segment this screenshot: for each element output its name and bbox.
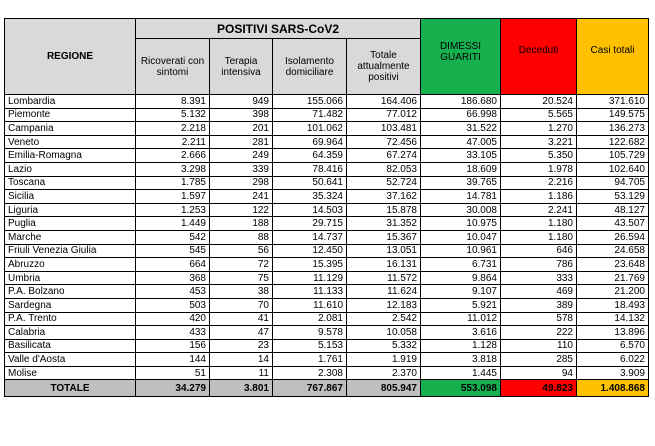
cell-totale-positivi: 11.624: [347, 285, 421, 299]
cell-dimessi: 30.008: [421, 203, 501, 217]
cell-terapia: 122: [210, 203, 273, 217]
cell-deceduti: 333: [501, 271, 577, 285]
cell-ricoverati: 3.298: [136, 162, 210, 176]
cell-dimessi: 66.998: [421, 108, 501, 122]
cell-isolamento: 71.482: [273, 108, 347, 122]
cell-terapia: 188: [210, 217, 273, 231]
total-dimessi: 553.098: [421, 380, 501, 397]
cell-dimessi: 10.047: [421, 230, 501, 244]
cell-region-name: Calabria: [5, 326, 136, 340]
cell-casi-totali: 53.129: [577, 190, 649, 204]
cell-deceduti: 646: [501, 244, 577, 258]
cell-deceduti: 222: [501, 326, 577, 340]
total-ricoverati: 34.279: [136, 380, 210, 397]
cell-dimessi: 1.128: [421, 339, 501, 353]
total-positivi: 805.947: [347, 380, 421, 397]
table-row: [5, 230, 649, 244]
cell-region-name: Marche: [5, 230, 136, 244]
cell-dimessi: 5.921: [421, 298, 501, 312]
cell-totale-positivi: 31.352: [347, 217, 421, 231]
column-header-region: REGIONE: [5, 19, 136, 95]
cell-isolamento: 5.153: [273, 339, 347, 353]
cell-casi-totali: 13.896: [577, 326, 649, 340]
cell-totale-positivi: 12.183: [347, 298, 421, 312]
cell-region-name: Friuli Venezia Giulia: [5, 244, 136, 258]
cell-terapia: 298: [210, 176, 273, 190]
table-row: [5, 258, 649, 272]
cell-region-name: Valle d'Aosta: [5, 353, 136, 367]
cell-ricoverati: 1.449: [136, 217, 210, 231]
column-header-totale-positivi: Totale attualmente positivi: [347, 39, 421, 95]
cell-terapia: 281: [210, 135, 273, 149]
cell-region-name: Emilia-Romagna: [5, 149, 136, 163]
cell-deceduti: 3.221: [501, 135, 577, 149]
table-row: [5, 353, 649, 367]
cell-terapia: 11: [210, 366, 273, 380]
cell-deceduti: 110: [501, 339, 577, 353]
cell-region-name: Molise: [5, 366, 136, 380]
cell-deceduti: 1.270: [501, 122, 577, 136]
table-row: [5, 298, 649, 312]
total-isolamento: 767.867: [273, 380, 347, 397]
column-header-casi-totali: Casi totali: [577, 19, 649, 95]
table-row: [5, 285, 649, 299]
cell-casi-totali: 136.273: [577, 122, 649, 136]
total-deceduti: 49.823: [501, 380, 577, 397]
cell-totale-positivi: 82.053: [347, 162, 421, 176]
cell-terapia: 56: [210, 244, 273, 258]
cell-casi-totali: 26.594: [577, 230, 649, 244]
cell-isolamento: 9.578: [273, 326, 347, 340]
cell-terapia: 47: [210, 326, 273, 340]
cell-ricoverati: 1.785: [136, 176, 210, 190]
cell-region-name: Sicilia: [5, 190, 136, 204]
cell-terapia: 88: [210, 230, 273, 244]
cell-isolamento: 35.324: [273, 190, 347, 204]
column-header-dimessi: DIMESSI GUARITI: [421, 19, 501, 95]
column-header-deceduti: Deceduti: [501, 19, 577, 95]
cell-isolamento: 12.450: [273, 244, 347, 258]
cell-casi-totali: 14.132: [577, 312, 649, 326]
cell-ricoverati: 542: [136, 230, 210, 244]
table-row: [5, 203, 649, 217]
cell-ricoverati: 503: [136, 298, 210, 312]
cell-isolamento: 15.395: [273, 258, 347, 272]
table-row: [5, 271, 649, 285]
cell-totale-positivi: 2.542: [347, 312, 421, 326]
covid-table-container: [4, 18, 649, 397]
cell-deceduti: 389: [501, 298, 577, 312]
group-header-positivi: POSITIVI SARS-CoV2: [136, 19, 421, 39]
cell-totale-positivi: 2.370: [347, 366, 421, 380]
cell-totale-positivi: 16.131: [347, 258, 421, 272]
table-row: [5, 217, 649, 231]
cell-isolamento: 155.066: [273, 95, 347, 109]
cell-deceduti: 1.186: [501, 190, 577, 204]
table-row: [5, 122, 649, 136]
cell-casi-totali: 105.729: [577, 149, 649, 163]
table-row: [5, 244, 649, 258]
column-header-ricoverati: Ricoverati con sintomi: [136, 39, 210, 95]
cell-terapia: 75: [210, 271, 273, 285]
cell-region-name: P.A. Trento: [5, 312, 136, 326]
cell-isolamento: 2.081: [273, 312, 347, 326]
table-row: [5, 176, 649, 190]
cell-region-name: Puglia: [5, 217, 136, 231]
table-row: [5, 95, 649, 109]
cell-region-name: P.A. Bolzano: [5, 285, 136, 299]
cell-dimessi: 39.765: [421, 176, 501, 190]
cell-casi-totali: 21.769: [577, 271, 649, 285]
cell-isolamento: 101.062: [273, 122, 347, 136]
cell-deceduti: 1.180: [501, 217, 577, 231]
cell-ricoverati: 156: [136, 339, 210, 353]
cell-ricoverati: 144: [136, 353, 210, 367]
cell-deceduti: 94: [501, 366, 577, 380]
cell-totale-positivi: 15.367: [347, 230, 421, 244]
cell-region-name: Lazio: [5, 162, 136, 176]
cell-ricoverati: 5.132: [136, 108, 210, 122]
cell-region-name: Umbria: [5, 271, 136, 285]
cell-deceduti: 1.180: [501, 230, 577, 244]
cell-terapia: 41: [210, 312, 273, 326]
cell-ricoverati: 545: [136, 244, 210, 258]
cell-isolamento: 29.715: [273, 217, 347, 231]
cell-terapia: 201: [210, 122, 273, 136]
cell-casi-totali: 149.575: [577, 108, 649, 122]
cell-isolamento: 14.737: [273, 230, 347, 244]
totals-label: TOTALE: [5, 380, 136, 397]
totals-row: [5, 380, 649, 397]
table-body: [5, 95, 649, 380]
cell-ricoverati: 453: [136, 285, 210, 299]
cell-totale-positivi: 1.919: [347, 353, 421, 367]
cell-ricoverati: 368: [136, 271, 210, 285]
cell-terapia: 14: [210, 353, 273, 367]
cell-ricoverati: 664: [136, 258, 210, 272]
cell-deceduti: 20.524: [501, 95, 577, 109]
cell-casi-totali: 43.507: [577, 217, 649, 231]
cell-terapia: 70: [210, 298, 273, 312]
cell-deceduti: 5.565: [501, 108, 577, 122]
table-row: [5, 162, 649, 176]
cell-region-name: Campania: [5, 122, 136, 136]
cell-deceduti: 1.978: [501, 162, 577, 176]
cell-deceduti: 578: [501, 312, 577, 326]
table-row: [5, 108, 649, 122]
cell-isolamento: 11.133: [273, 285, 347, 299]
regional-covid-table: [4, 18, 649, 397]
cell-totale-positivi: 103.481: [347, 122, 421, 136]
cell-dimessi: 1.445: [421, 366, 501, 380]
cell-ricoverati: 420: [136, 312, 210, 326]
cell-dimessi: 10.975: [421, 217, 501, 231]
cell-casi-totali: 94.705: [577, 176, 649, 190]
cell-region-name: Abruzzo: [5, 258, 136, 272]
cell-deceduti: 5.350: [501, 149, 577, 163]
cell-region-name: Veneto: [5, 135, 136, 149]
cell-ricoverati: 8.391: [136, 95, 210, 109]
cell-terapia: 38: [210, 285, 273, 299]
cell-dimessi: 47.005: [421, 135, 501, 149]
cell-ricoverati: 2.666: [136, 149, 210, 163]
total-terapia: 3.801: [210, 380, 273, 397]
cell-terapia: 398: [210, 108, 273, 122]
cell-isolamento: 50.641: [273, 176, 347, 190]
cell-dimessi: 3.818: [421, 353, 501, 367]
cell-isolamento: 1.761: [273, 353, 347, 367]
cell-deceduti: 285: [501, 353, 577, 367]
cell-totale-positivi: 10.058: [347, 326, 421, 340]
cell-isolamento: 78.416: [273, 162, 347, 176]
cell-dimessi: 3.616: [421, 326, 501, 340]
cell-totale-positivi: 77.012: [347, 108, 421, 122]
table-row: [5, 135, 649, 149]
cell-terapia: 949: [210, 95, 273, 109]
table-row: [5, 149, 649, 163]
cell-casi-totali: 102.640: [577, 162, 649, 176]
cell-ricoverati: 433: [136, 326, 210, 340]
cell-isolamento: 14.503: [273, 203, 347, 217]
cell-ricoverati: 51: [136, 366, 210, 380]
column-header-terapia: Terapia intensiva: [210, 39, 273, 95]
cell-casi-totali: 6.022: [577, 353, 649, 367]
total-casi: 1.408.868: [577, 380, 649, 397]
table-row: [5, 326, 649, 340]
table-row: [5, 339, 649, 353]
cell-deceduti: 2.216: [501, 176, 577, 190]
cell-ricoverati: 2.211: [136, 135, 210, 149]
cell-terapia: 241: [210, 190, 273, 204]
cell-region-name: Lombardia: [5, 95, 136, 109]
cell-region-name: Piemonte: [5, 108, 136, 122]
cell-dimessi: 33.105: [421, 149, 501, 163]
cell-dimessi: 186.680: [421, 95, 501, 109]
cell-casi-totali: 48.127: [577, 203, 649, 217]
cell-terapia: 339: [210, 162, 273, 176]
cell-casi-totali: 122.682: [577, 135, 649, 149]
table-row: [5, 312, 649, 326]
cell-casi-totali: 6.570: [577, 339, 649, 353]
cell-dimessi: 9.864: [421, 271, 501, 285]
cell-deceduti: 2.241: [501, 203, 577, 217]
cell-region-name: Basilicata: [5, 339, 136, 353]
cell-isolamento: 2.308: [273, 366, 347, 380]
cell-casi-totali: 18.493: [577, 298, 649, 312]
cell-totale-positivi: 37.162: [347, 190, 421, 204]
cell-dimessi: 6.731: [421, 258, 501, 272]
cell-casi-totali: 24.658: [577, 244, 649, 258]
cell-isolamento: 64.359: [273, 149, 347, 163]
table-row: [5, 190, 649, 204]
cell-deceduti: 469: [501, 285, 577, 299]
cell-dimessi: 31.522: [421, 122, 501, 136]
cell-totale-positivi: 5.332: [347, 339, 421, 353]
cell-casi-totali: 371.610: [577, 95, 649, 109]
cell-totale-positivi: 164.406: [347, 95, 421, 109]
cell-isolamento: 69.964: [273, 135, 347, 149]
cell-dimessi: 9.107: [421, 285, 501, 299]
cell-dimessi: 11.012: [421, 312, 501, 326]
cell-totale-positivi: 13.051: [347, 244, 421, 258]
cell-region-name: Sardegna: [5, 298, 136, 312]
cell-dimessi: 10.961: [421, 244, 501, 258]
cell-totale-positivi: 67.274: [347, 149, 421, 163]
cell-dimessi: 14.781: [421, 190, 501, 204]
cell-totale-positivi: 72.456: [347, 135, 421, 149]
cell-casi-totali: 23.648: [577, 258, 649, 272]
cell-dimessi: 18.609: [421, 162, 501, 176]
cell-ricoverati: 1.597: [136, 190, 210, 204]
cell-terapia: 23: [210, 339, 273, 353]
cell-region-name: Liguria: [5, 203, 136, 217]
cell-ricoverati: 1.253: [136, 203, 210, 217]
cell-region-name: Toscana: [5, 176, 136, 190]
cell-terapia: 72: [210, 258, 273, 272]
cell-terapia: 249: [210, 149, 273, 163]
cell-casi-totali: 21.200: [577, 285, 649, 299]
cell-totale-positivi: 11.572: [347, 271, 421, 285]
cell-deceduti: 786: [501, 258, 577, 272]
cell-isolamento: 11.129: [273, 271, 347, 285]
cell-totale-positivi: 52.724: [347, 176, 421, 190]
cell-totale-positivi: 15.878: [347, 203, 421, 217]
table-row: [5, 366, 649, 380]
cell-isolamento: 11.610: [273, 298, 347, 312]
cell-ricoverati: 2.218: [136, 122, 210, 136]
cell-casi-totali: 3.909: [577, 366, 649, 380]
column-header-isolamento: Isolamento domiciliare: [273, 39, 347, 95]
